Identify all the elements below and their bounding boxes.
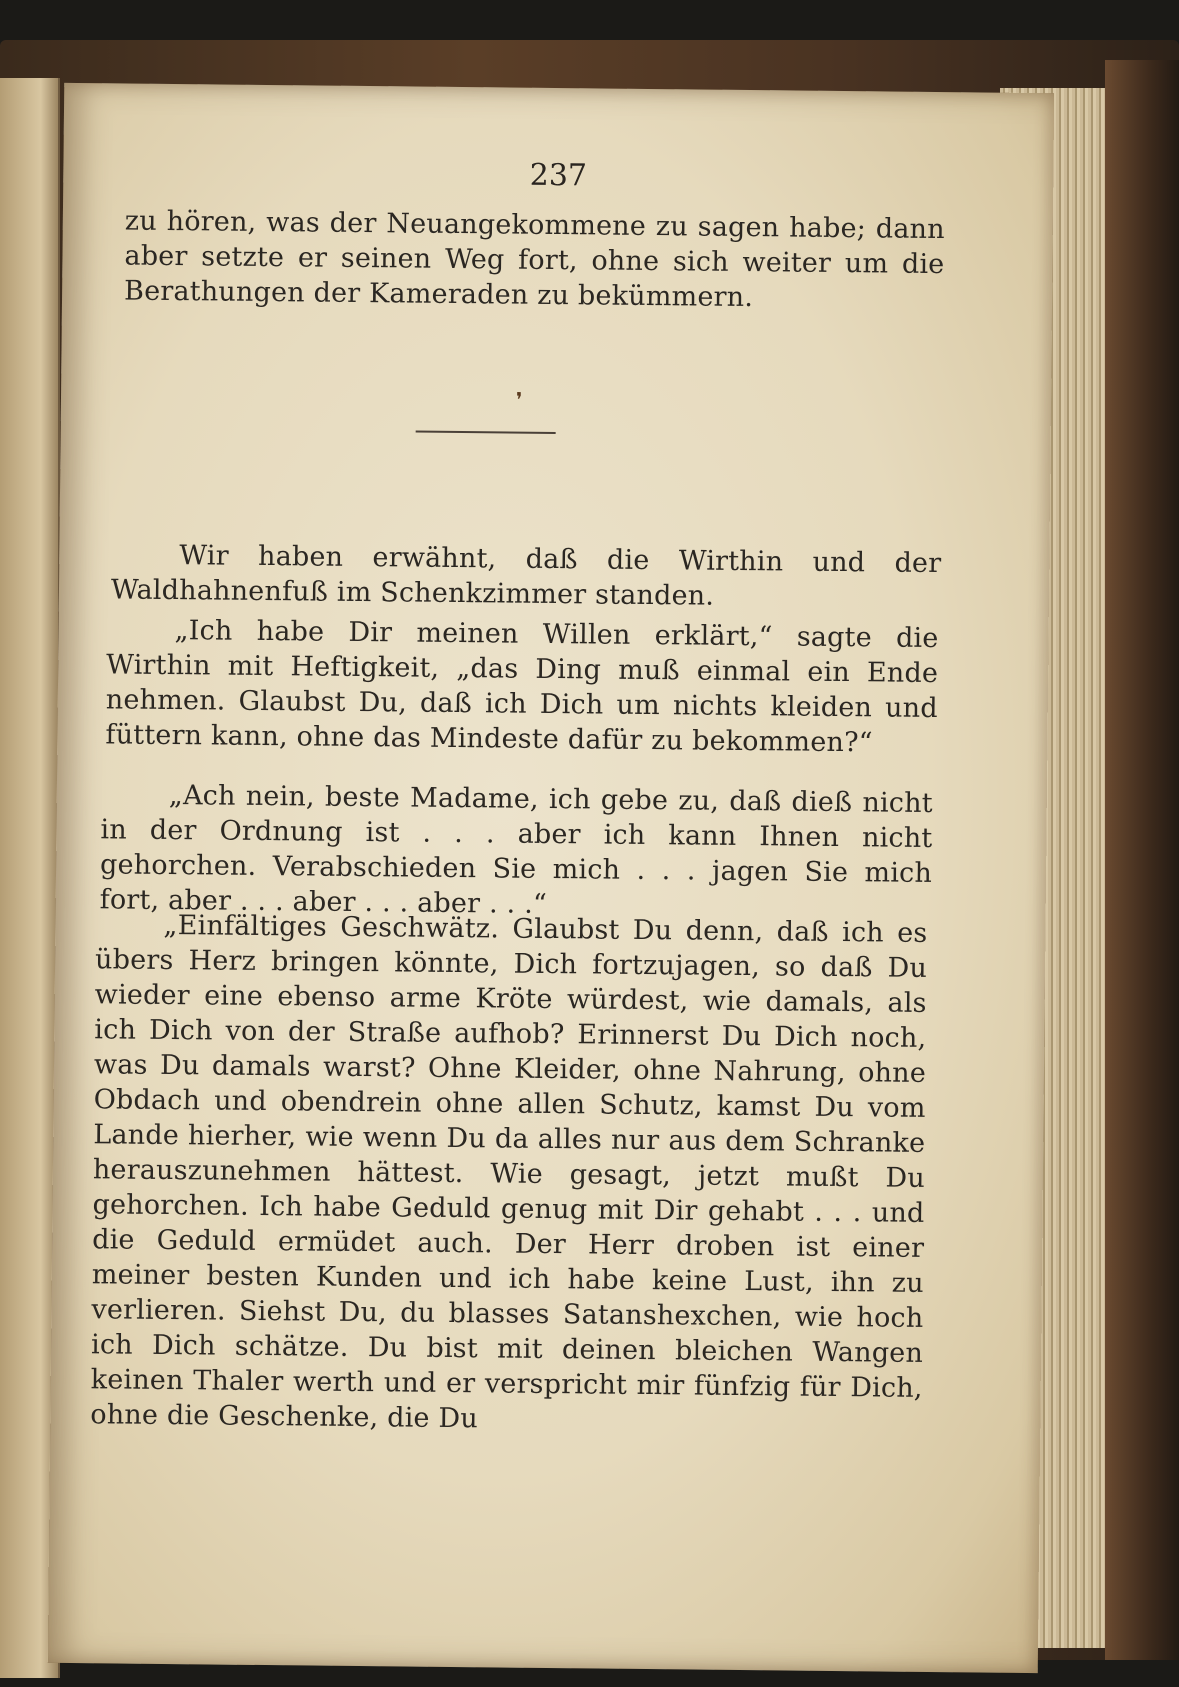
paragraph: „Ach nein, beste Madame, ich gebe zu, daß dieß nicht in der Ordnung ist . . . aber ich kann Ihnen nicht gehorchen. Verabschieden Sie mich . . . jagen Sie mich fort, aber . . . aber . . . aber . . .“ (99, 779, 933, 920)
section-divider (416, 431, 556, 434)
book-page (48, 83, 1054, 1673)
ink-mark-icon: ❜ (515, 387, 523, 412)
paragraph: „Ich habe Dir meinen Willen erklärt,“ sagte die Wirthin mit Heftigkeit, „das Ding muß einmal ein Ende nehmen. Glaubst Du, daß ich Dich um nichts kleiden und füttern kann, ohne das Mindeste dafür zu bekommen?“ (105, 615, 939, 759)
paragraph: „Einfältiges Geschwätz. Glaubst Du denn, daß ich es übers Herz bringen könnte, Dich fortzujagen, so daß Du wieder eine ebenso arme Kröte würdest, wie damals, als ich Dich von der Straße aufhob? Erinnerst Du Dich noch, was Du damals warst? Ohne Kleider, ohne Nahrung, ohne Obdach und obendrein ohne allen Schutz, kamst Du vom Lande hierher, wie wenn Du da alles nur aus dem Schranke herauszunehmen hättest. Wie gesagt, jetzt mußt Du gehorchen. Ich habe Geduld genug mit Dir gehabt . . . und die Geduld ermüdet auch. Der Herr droben ist einer meiner besten Kunden und ich habe keine Lust, ihn zu verlieren. Siehst Du, du blasses Satanshexchen, wie hoch ich Dich schätze. Du bist mit deinen bleichen Wangen keinen Thaler werth und er verspricht mir fünfzig für Dich, ohne die Geschenke, die Du (90, 909, 928, 1435)
paragraph: Wir haben erwähnt, daß die Wirthin und der Waldhahnenfuß im Schenkzimmer standen. (110, 540, 942, 612)
book-binding-edge (1105, 60, 1179, 1660)
page-number: 237 (529, 157, 588, 194)
paragraph: zu hören, was der Neuangekommene zu sagen habe; dann aber setzte er seinen Weg fort, ohne sich weiter um die Berathungen der Kameraden zu bekümmern. (123, 205, 945, 314)
